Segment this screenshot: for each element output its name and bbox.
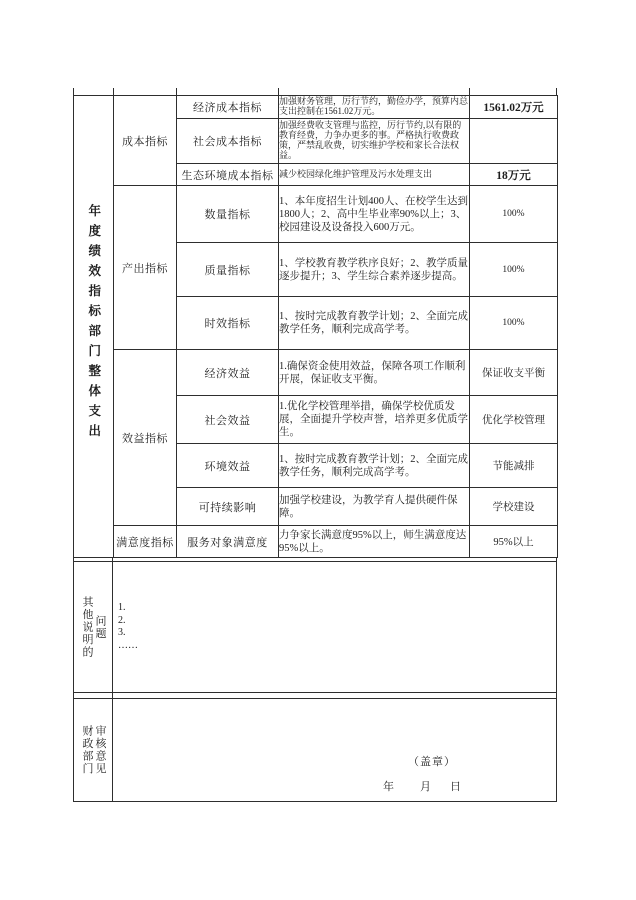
finance-review-label-primary: 财政部门	[81, 725, 93, 775]
indicator-cell: 环境效益	[177, 444, 279, 488]
indicator-cell: 社会成本指标	[177, 119, 279, 164]
table-crop-stub	[113, 88, 114, 95]
performance-indicator-table	[73, 95, 558, 558]
value-cell: 18万元	[470, 164, 558, 186]
finance-review-content	[113, 699, 556, 801]
description-cell: 加强学校建设，为教学育人提供硬件保障。	[279, 488, 470, 526]
notes-list-item: 3.	[118, 627, 126, 638]
table-row	[74, 186, 558, 243]
indicator-cell: 质量指标	[177, 243, 279, 297]
date-line	[383, 778, 461, 794]
table-crop-stub	[176, 88, 177, 95]
other-notes-label-secondary: 问题	[94, 614, 106, 640]
finance-review-label-secondary: 审核意见	[94, 725, 106, 775]
other-notes-label	[74, 562, 113, 692]
notes-list	[113, 602, 138, 652]
value-cell: 优化学校管理	[470, 396, 558, 444]
value-cell	[470, 119, 558, 164]
table-row	[74, 526, 558, 558]
indicator-cell: 生态环境成本指标	[177, 164, 279, 186]
description-cell: 1、按时完成教育教学计划；2、全面完成教学任务，顺利完成高学考。	[279, 297, 470, 350]
stamp-placeholder: （盖章）	[408, 756, 456, 768]
notes-list-item: ……	[118, 639, 138, 651]
date-year-label: 年	[383, 781, 394, 793]
description-cell: 1、学校教育教学秩序良好；2、教学质量逐步提升；3、学生综合素养逐步提高。	[279, 243, 470, 297]
indicator-cell: 社会效益	[177, 396, 279, 444]
description-cell: 1.优化学校管理举措，确保学校优质发展，全面提升学校声誉，培养更多优质学生。	[279, 396, 470, 444]
indicator-cell: 经济效益	[177, 350, 279, 396]
group-cell-output: 产出指标	[114, 186, 177, 350]
table-crop-stub	[278, 88, 279, 95]
date-day-label: 日	[450, 781, 461, 793]
indicator-cell: 可持续影响	[177, 488, 279, 526]
description-cell: 减少校园绿化维护管理及污水处理支出	[279, 164, 470, 186]
finance-review-label	[74, 699, 113, 801]
description-cell: 1、本年度招生计划400人、在校学生达到1800人；2、高中生毕业率90%以上；3、校园建设及设备投入600万元。	[279, 186, 470, 243]
table-crop-stub	[556, 88, 557, 95]
description-cell: 加强财务管理，厉行节约，勤俭办学，预算内总支出控制在1561.02万元。	[279, 96, 470, 119]
group-cell-cost: 成本指标	[114, 96, 177, 186]
notes-list-item: 1.	[118, 602, 126, 613]
value-cell: 节能减排	[470, 444, 558, 488]
other-notes-label-primary: 其他说明的	[81, 595, 93, 659]
table-row	[74, 350, 558, 396]
value-cell: 学校建设	[470, 488, 558, 526]
other-notes-section	[73, 561, 557, 693]
date-month-label: 月	[420, 781, 431, 793]
group-cell-satisfaction: 满意度指标	[114, 526, 177, 558]
indicator-cell: 时效指标	[177, 297, 279, 350]
finance-review-section	[73, 698, 557, 802]
description-cell: 1、按时完成教育教学计划；2、全面完成教学任务，顺利完成高学考。	[279, 444, 470, 488]
table-row	[74, 96, 558, 119]
other-notes-content	[113, 562, 556, 692]
description-cell: 加强经费收支管理与监控，厉行节约,以有限的教育经费，力争办更多的事。严格执行收费政策，严禁乱收费，切实维护学校和家长合法权益。	[279, 119, 470, 164]
description-cell: 力争家长满意度95%以上，师生满意度达95%以上。	[279, 526, 470, 558]
indicator-cell: 服务对象满意度	[177, 526, 279, 558]
value-cell: 保证收支平衡	[470, 350, 558, 396]
value-cell: 100%	[470, 243, 558, 297]
indicator-cell: 数量指标	[177, 186, 279, 243]
group-cell-benefit: 效益指标	[114, 350, 177, 526]
description-cell: 1.确保资金使用效益，保障各项工作顺利开展，保证收支平衡。	[279, 350, 470, 396]
value-cell: 1561.02万元	[470, 96, 558, 119]
value-cell: 100%	[470, 186, 558, 243]
indicator-cell: 经济成本指标	[177, 96, 279, 119]
table-crop-stub	[73, 88, 74, 95]
vertical-title-text: 年度绩效指标部门整体支出	[86, 204, 101, 444]
notes-list-item: 2.	[118, 614, 126, 626]
vertical-section-title	[74, 96, 114, 558]
value-cell: 95%以上	[470, 526, 558, 558]
value-cell: 100%	[470, 297, 558, 350]
table-crop-stub	[469, 88, 470, 95]
